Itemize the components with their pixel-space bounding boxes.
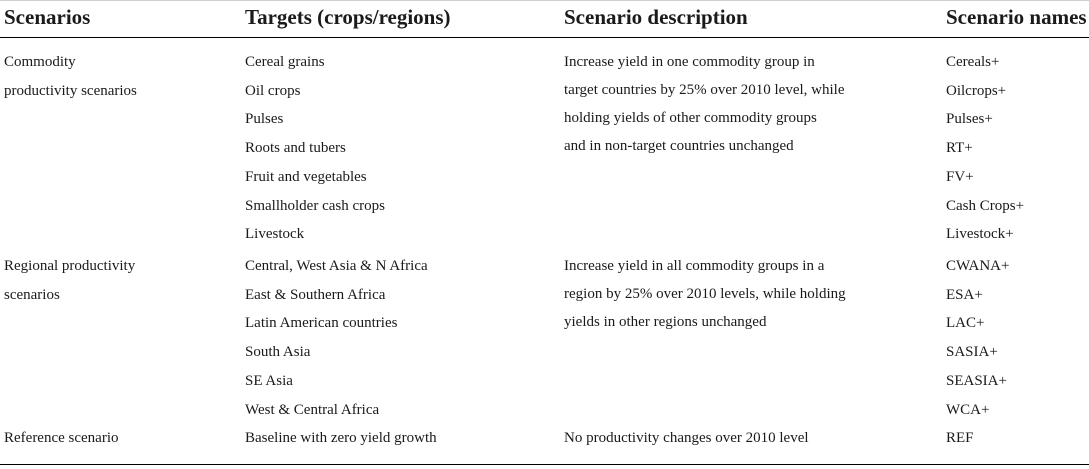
scenario-line: productivity scenarios	[4, 82, 137, 99]
scenario-name: Livestock+	[946, 226, 1014, 243]
description-line: holding yields of other commodity groups	[564, 110, 817, 126]
scenario-name: FV+	[946, 168, 974, 185]
header-targets: Targets (crops/regions)	[245, 5, 451, 29]
scenario-line: Commodity	[4, 54, 76, 70]
scenario-name: SEASIA+	[946, 372, 1007, 389]
description-line: and in non-target countries unchanged	[564, 138, 794, 154]
header-description: Scenario description	[564, 5, 748, 29]
names-commodity	[946, 48, 1024, 249]
target-item: Smallholder cash crops	[245, 197, 385, 214]
scenario-line: Regional productivity	[4, 258, 136, 274]
target-item: East & Southern Africa	[245, 286, 386, 303]
header-scenarios: Scenarios	[4, 5, 91, 29]
scenario-name: REF	[946, 430, 974, 446]
target-item: Baseline with zero yield growth	[245, 430, 437, 446]
scenario-name: RT+	[946, 140, 973, 157]
target-item: SE Asia	[245, 372, 293, 389]
targets-regional	[245, 252, 428, 424]
description-line: Increase yield in all commodity groups in a	[564, 258, 825, 274]
target-item: Pulses	[245, 111, 284, 128]
description-line: Increase yield in one commodity group in	[564, 54, 815, 70]
target-item: Livestock	[245, 226, 305, 243]
scenario-name: LAC+	[946, 315, 985, 332]
scenario-name: Pulses+	[946, 111, 993, 128]
target-item: Cereal grains	[245, 54, 325, 70]
names-reference	[946, 424, 974, 453]
description-reference	[564, 424, 809, 452]
header-rule	[0, 37, 1089, 38]
description-line: yields in other regions unchanged	[564, 314, 767, 330]
scenario-name: Cereals+	[946, 54, 1000, 70]
scenario-line: Reference scenario	[4, 430, 119, 446]
scenario-name: ESA+	[946, 286, 983, 303]
scenario-reference	[4, 424, 119, 453]
description-line: No productivity changes over 2010 level	[564, 430, 809, 446]
scenario-line: scenarios	[4, 286, 60, 303]
scenario-name: WCA+	[946, 401, 990, 418]
description-commodity	[564, 48, 844, 160]
target-item: West & Central Africa	[245, 401, 380, 418]
target-item: Fruit and vegetables	[245, 168, 367, 185]
targets-commodity	[245, 48, 385, 249]
scenario-commodity	[4, 48, 137, 105]
description-line: target countries by 25% over 2010 level, while	[564, 82, 845, 98]
names-regional	[946, 252, 1009, 424]
description-regional	[564, 252, 846, 336]
target-item: South Asia	[245, 344, 311, 361]
scenario-regional	[4, 252, 135, 309]
scenario-name: SASIA+	[946, 344, 998, 361]
header-names: Scenario names	[946, 5, 1087, 29]
target-item: Latin American countries	[245, 315, 398, 332]
scenario-name: Cash Crops+	[946, 197, 1025, 214]
target-item: Oil crops	[245, 82, 301, 99]
table-bottom-rule	[0, 464, 1089, 465]
table-top-rule	[0, 0, 1089, 1]
scenario-name: CWANA+	[946, 258, 1010, 274]
targets-reference	[245, 424, 437, 453]
scenario-name: Oilcrops+	[946, 82, 1007, 99]
target-item: Roots and tubers	[245, 140, 346, 157]
description-line: region by 25% over 2010 levels, while holding	[564, 286, 846, 302]
target-item: Central, West Asia & N Africa	[245, 258, 428, 274]
